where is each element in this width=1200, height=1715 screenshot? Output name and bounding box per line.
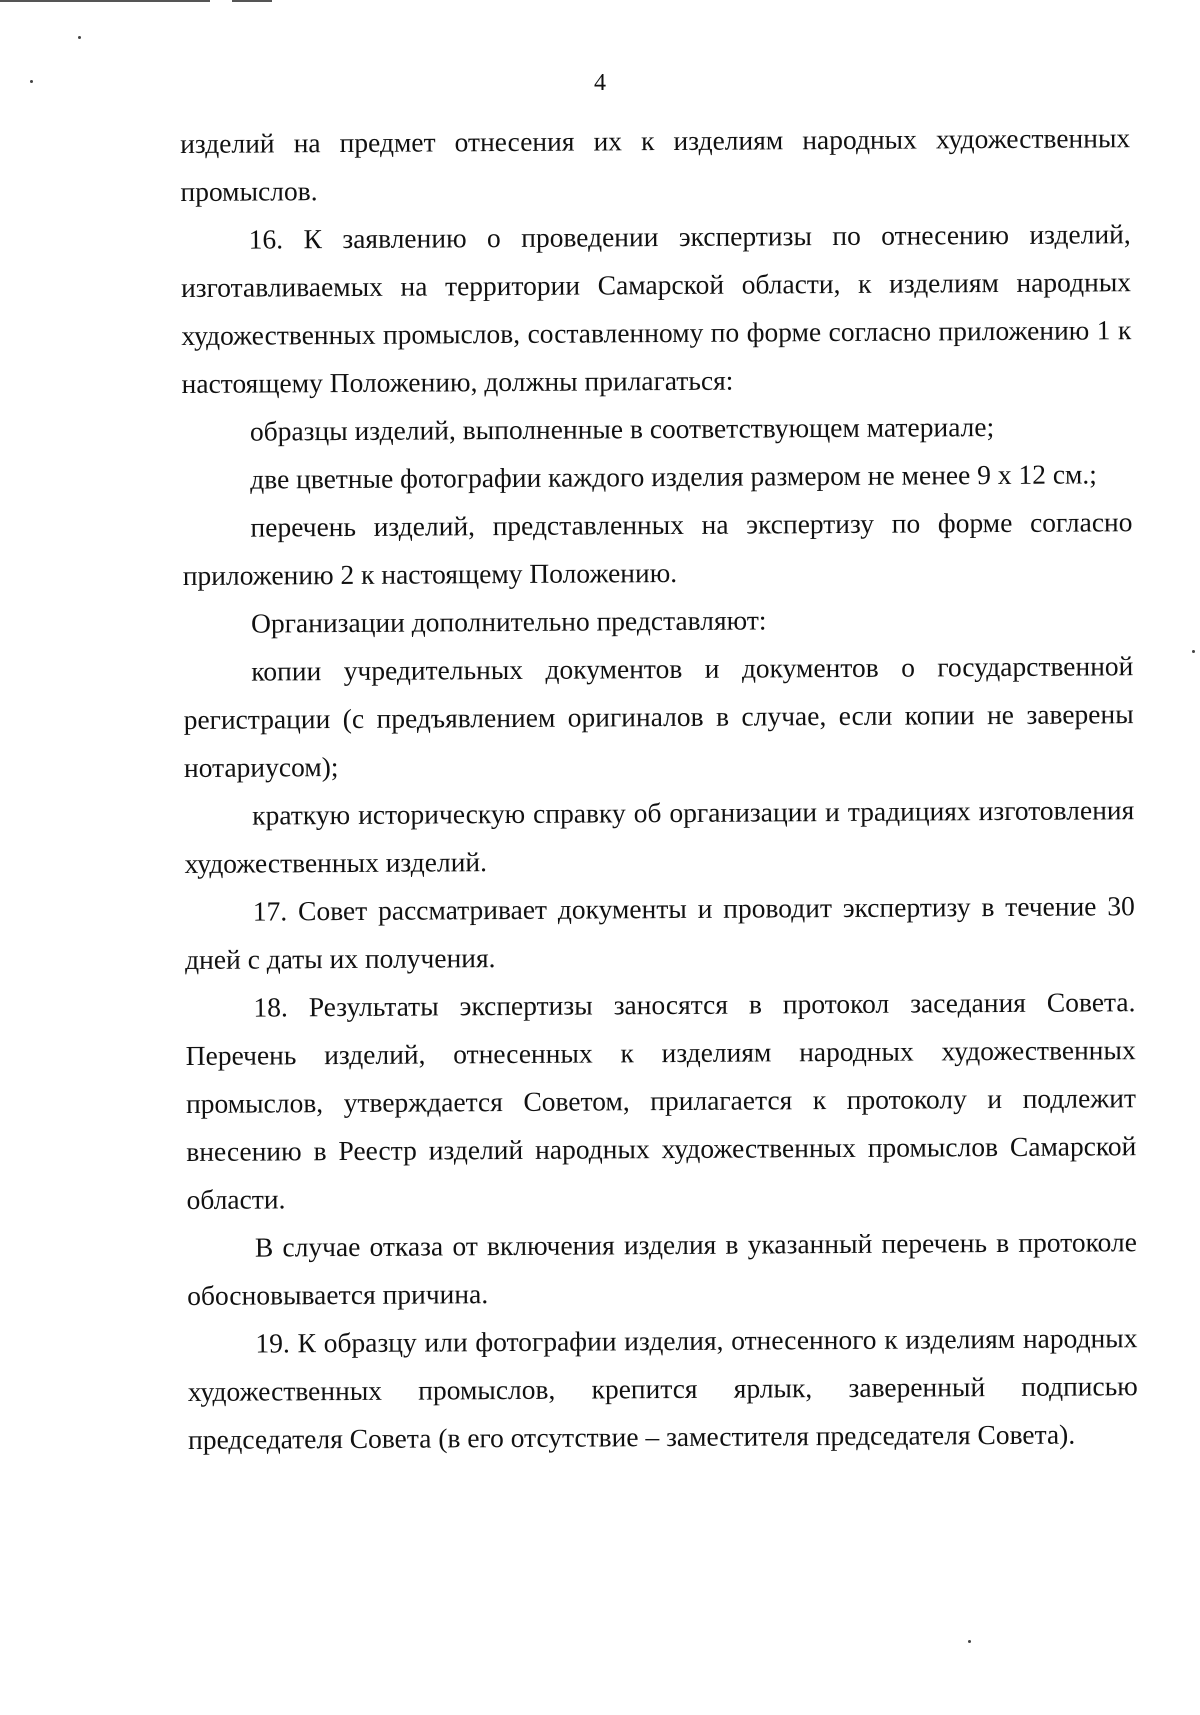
scan-edge-mark <box>0 0 210 2</box>
paragraph: 17. Совет рассматривает документы и проводит экспертизу в течение 30 дней с даты их получения. <box>185 890 1135 975</box>
paragraph: образцы изделий, выполненные в соответствующем материале; <box>249 411 995 447</box>
scan-speck <box>78 36 81 39</box>
paragraph: 18. Результаты экспертизы заносятся в протокол заседания Совета. Перечень изделий, отнесенных к изделиям народных художественных промыслов, утверждается Советом, прилагается к протоколу и подлежит внесению в Реестр изделий народных художественных промыслов Самарской области. <box>185 986 1137 1215</box>
scan-speck <box>968 1640 971 1643</box>
paragraph: копии учредительных документов и документов о государственной регистрации (с предъявлением оригиналов в случае, если копии не заверены нотариусом); <box>183 650 1134 783</box>
paragraph: краткую историческую справку об организации и традициях изготовления художественных изделий. <box>184 794 1135 879</box>
paragraph: В случае отказа от включения изделия в указанный перечень в протоколе обосновывается причина. <box>187 1226 1137 1311</box>
document-body <box>180 114 1138 1464</box>
paragraph: перечень изделий, представленных на экспертизу по форме согласно приложению 2 к настоящему Положению. <box>182 506 1133 591</box>
paragraph: две цветные фотографии каждого изделия размером не менее 9 х 12 см.; <box>250 458 1097 495</box>
paragraph: 19. К образцу или фотографии изделия, отнесенного к изделиям народных художественных промыслов, крепится ярлык, заверенный подписью председателя Совета (в его отсутствие – заместителя председателя Совета). <box>187 1322 1138 1455</box>
page-number: 4 <box>594 70 606 96</box>
paragraph: изделий на предмет отнесения их к изделиям народных художественных промыслов. <box>180 122 1131 207</box>
scan-edge-mark <box>232 0 272 2</box>
paragraph: Организации дополнительно представляют: <box>250 604 767 639</box>
paragraph: 16. К заявлению о проведении экспертизы по отнесению изделий, изготавливаемых на территории Самарской области, к изделиям народных художественных промыслов, составленному по форме согласно приложению 1 к настоящему Положению, должны прилагаться: <box>180 218 1132 399</box>
scan-speck <box>1192 650 1195 653</box>
